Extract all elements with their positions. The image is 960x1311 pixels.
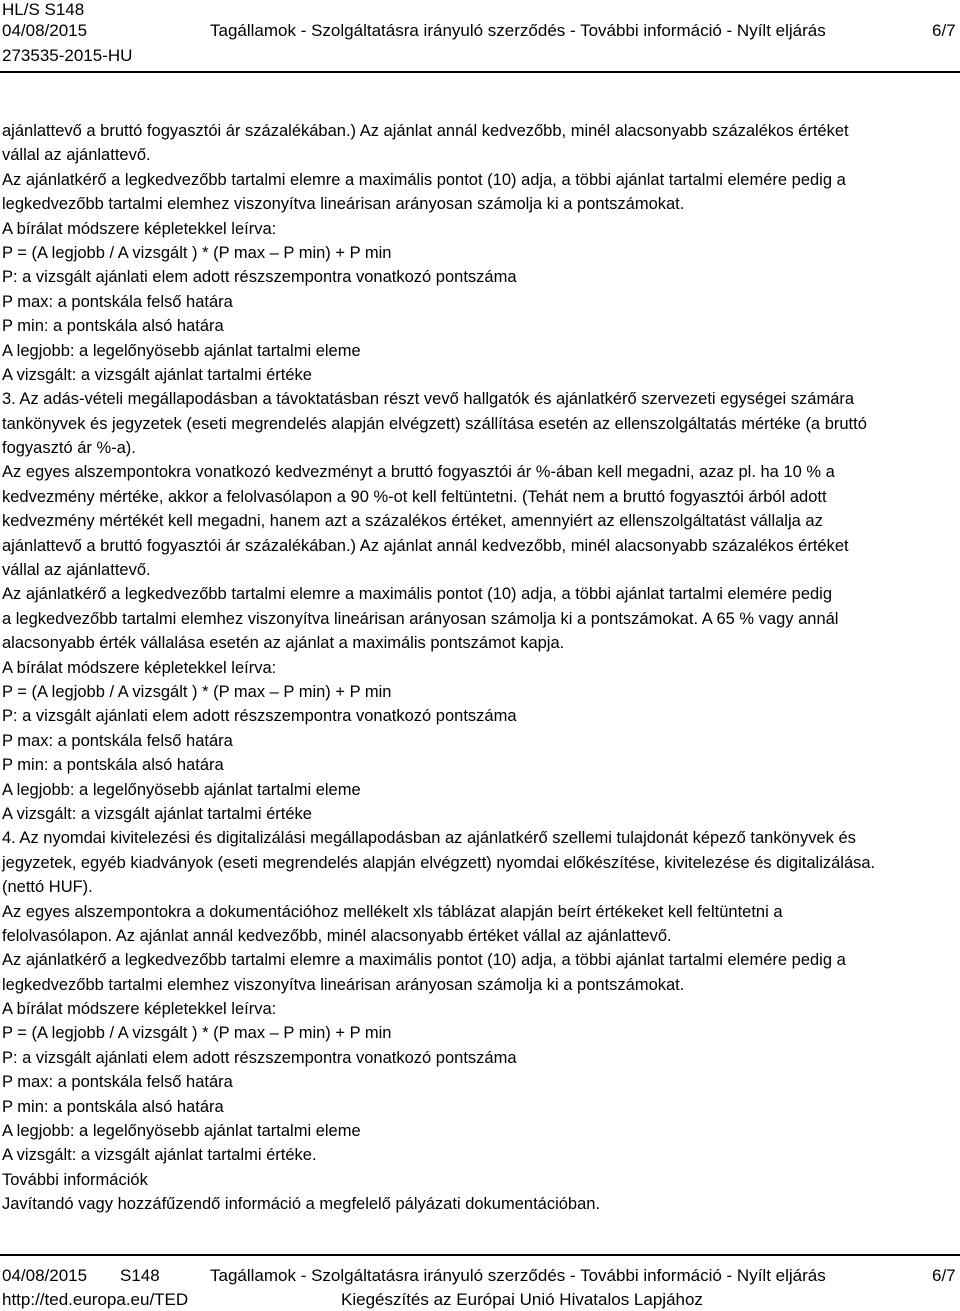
header-divider [0,71,960,73]
text-line: P max: a pontskála felső határa [2,292,233,311]
text-line: P min: a pontskála alsó határa [2,317,224,336]
footer-date: 04/08/2015 [2,1266,88,1285]
header-date: 04/08/2015 [2,21,88,40]
header-reference: 273535-2015-HU [2,46,133,65]
text-line: Az ajánlatkérő a legkedvezőbb tartalmi elemre a maximális pontot (10) adja, a többi ajánlat tartalmi elemére pedig a [2,951,846,970]
text-line: A vizsgált: a vizsgált ajánlat tartalmi értéke [2,365,312,384]
text-line: legkedvezőbb tartalmi elemhez viszonyítva lineárisan arányosan számolja ki a pontszámokat. [2,975,685,994]
text-line: P max: a pontskála felső határa [2,731,233,750]
text-line: A vizsgált: a vizsgált ajánlat tartalmi értéke. [2,1146,317,1165]
text-line: Javítandó vagy hozzáfűzendő információ a megfelelő pályázati dokumentációban. [2,1195,601,1214]
footer-series: S148 [120,1266,160,1285]
text-line: A bírálat módszere képletekkel leírva: [2,219,277,238]
text-line: kedvezmény mértéke, akkor a felolvasólapon a 90 %-ot kell feltüntetni. (Tehát nem a bruttó fogyasztói árból adott [2,487,827,506]
text-line: A legjobb: a legelőnyösebb ajánlat tartalmi eleme [2,780,361,799]
text-line: P = (A legjobb / A vizsgált ) * (P max – P min) + P min [2,243,392,262]
footer-url: http://ted.europa.eu/TED [2,1290,189,1309]
text-line: kedvezmény mértékét kell megadni, hanem azt a százalékos értéket, amennyiért az ellenszolgáltatást vállalja az [2,512,823,531]
text-line: P: a vizsgált ajánlati elem adott részszempontra vonatkozó pontszáma [2,707,517,726]
text-line: ajánlattevő a bruttó fogyasztói ár százalékában.) Az ajánlat annál kedvezőbb, minél alacsonyabb százalékos értéket [2,122,849,140]
text-line: P min: a pontskála alsó határa [2,1097,224,1116]
text-line: P min: a pontskála alsó határa [2,756,224,775]
text-line: A bírálat módszere képletekkel leírva: [2,1000,277,1019]
text-line: P max: a pontskála felső határa [2,1073,233,1092]
text-line: vállal az ajánlattevő. [2,561,151,580]
footer-title: Tagállamok - Szolgáltatásra irányuló szerződés - További információ - Nyílt eljárás [210,1266,826,1285]
text-line: A bírálat módszere képletekkel leírva: [2,658,277,677]
text-line: P = (A legjobb / A vizsgált ) * (P max – P min) + P min [2,1024,392,1043]
footer-divider [0,1254,960,1256]
text-line: P: a vizsgált ajánlati elem adott részszempontra vonatkozó pontszáma [2,1048,517,1067]
header-title: Tagállamok - Szolgáltatásra irányuló szerződés - További információ - Nyílt eljárás [210,21,826,40]
text-line: Az egyes alszempontokra a dokumentációhoz mellékelt xls táblázat alapján beírt értékeket kell feltüntetni a [2,902,783,921]
text-line: jegyzetek, egyéb kiadványok (eseti megrendelés alapján elvégzett) nyomdai előkészítése, kivitelezése és digitalizálása. [2,853,876,872]
text-line: P = (A legjobb / A vizsgált ) * (P max – P min) + P min [2,682,392,701]
header-page-number: 6/7 [932,21,956,40]
text-line: (nettó HUF). [2,878,93,897]
text-line: tankönyvek és jegyzetek (eseti megrendelés alapján elvégzett) szállítása esetén az ellenszolgáltatás mértéke (a bruttó [2,414,867,433]
text-line: vállal az ajánlattevő. [2,146,151,165]
text-line: A legjobb: a legelőnyösebb ajánlat tartalmi eleme [2,1122,361,1141]
footer-page-number: 6/7 [932,1266,956,1285]
text-line: fogyasztó ár %-a). [2,439,136,458]
document-body [2,119,952,1217]
text-line: legkedvezőbb tartalmi elemhez viszonyítva lineárisan arányosan számolja ki a pontszámokat. [2,195,685,214]
text-line: 3. Az adás-vételi megállapodásban a távoktatásban részt vevő hallgatók és ajánlatkérő szervezeti egységei számára [2,390,855,409]
text-line: További információk [2,1170,148,1189]
text-line: P: a vizsgált ajánlati elem adott részszempontra vonatkozó pontszáma [2,268,517,287]
text-line: felolvasólapon. Az ajánlat annál kedvezőbb, minél alacsonyabb értéket vállal az ajánlattevő. [2,926,672,945]
text-line: ajánlattevő a bruttó fogyasztói ár százalékában.) Az ajánlat annál kedvezőbb, minél alacsonyabb százalékos értéket [2,536,849,555]
text-line: A vizsgált: a vizsgált ajánlat tartalmi értéke [2,804,312,823]
doc-code: HL/S S148 [2,0,85,19]
text-line: Az ajánlatkérő a legkedvezőbb tartalmi elemre a maximális pontot (10) adja, a többi ajánlat tartalmi elemére pedig [2,585,833,604]
text-line: Az ajánlatkérő a legkedvezőbb tartalmi elemre a maximális pontot (10) adja, a többi ajánlat tartalmi elemére pedig a [2,170,846,189]
text-line: A legjobb: a legelőnyösebb ajánlat tartalmi eleme [2,341,361,360]
text-line: a legkedvezőbb tartalmi elemhez viszonyítva lineárisan arányosan számolja ki a pontszámokat. A 65 % vagy annál [2,609,839,628]
footer-publisher: Kiegészítés az Európai Unió Hivatalos Lapjához [341,1290,703,1309]
text-line: alacsonyabb érték vállalása esetén az ajánlat a maximális pontszámot kapja. [2,634,565,653]
text-line: Az egyes alszempontokra vonatkozó kedvezményt a bruttó fogyasztói ár %-ában kell megadni, azaz pl. ha 10 % a [2,463,835,482]
text-line: 4. Az nyomdai kivitelezési és digitalizálási megállapodásban az ajánlatkérő szellemi tulajdonát képező tankönyvek és [2,829,856,848]
